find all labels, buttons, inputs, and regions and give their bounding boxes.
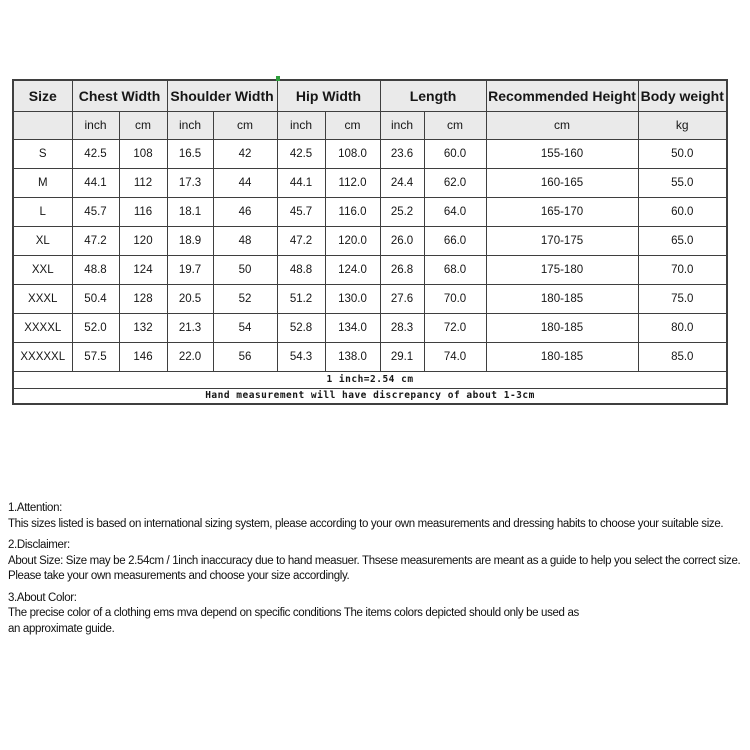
column-header-hip-width: Hip Width — [277, 80, 380, 111]
table-cell: 66.0 — [424, 226, 486, 255]
notes-section — [8, 501, 750, 643]
table-row — [13, 197, 727, 226]
table-row — [13, 284, 727, 313]
unit-cell-inch: inch — [277, 111, 325, 139]
table-cell: 23.6 — [380, 139, 424, 168]
unit-header-row — [13, 111, 727, 139]
table-head — [13, 80, 727, 139]
table-cell: 75.0 — [638, 284, 727, 313]
size-label-cell: XXL — [13, 255, 72, 284]
column-header-length: Length — [380, 80, 486, 111]
table-cell: 54 — [213, 313, 277, 342]
table-cell: 72.0 — [424, 313, 486, 342]
table-cell: 112.0 — [325, 168, 380, 197]
table-cell: 80.0 — [638, 313, 727, 342]
unit-cell-cm: cm — [213, 111, 277, 139]
header-row — [13, 80, 727, 111]
column-header-recommended-height: Recommended Height — [486, 80, 638, 111]
table-cell: 74.0 — [424, 342, 486, 371]
table-row — [13, 342, 727, 371]
footnote-cell: 1 inch=2.54 cm — [13, 371, 727, 388]
table-cell: 27.6 — [380, 284, 424, 313]
size-label-cell: M — [13, 168, 72, 197]
table-cell: 26.0 — [380, 226, 424, 255]
table-cell: 44.1 — [277, 168, 325, 197]
table-cell: 46 — [213, 197, 277, 226]
size-label-cell: S — [13, 139, 72, 168]
table-cell: 56 — [213, 342, 277, 371]
table-cell: 22.0 — [167, 342, 213, 371]
note-line: The precise color of a clothing ems mva depend on specific conditions The items colors depicted should only be used as — [8, 607, 579, 619]
table-cell: 54.3 — [277, 342, 325, 371]
table-cell: 116.0 — [325, 197, 380, 226]
table-cell: 70.0 — [638, 255, 727, 284]
table-cell: 108 — [119, 139, 167, 168]
table-cell: 55.0 — [638, 168, 727, 197]
table-cell: 65.0 — [638, 226, 727, 255]
table-cell: 51.2 — [277, 284, 325, 313]
table-cell: 180-185 — [486, 313, 638, 342]
unit-cell-cm: cm — [325, 111, 380, 139]
column-header-body-weight: Body weight — [638, 80, 727, 111]
table-cell: 19.7 — [167, 255, 213, 284]
table-cell: 165-170 — [486, 197, 638, 226]
table-cell: 120.0 — [325, 226, 380, 255]
table-cell: 25.2 — [380, 197, 424, 226]
table-row — [13, 255, 727, 284]
table-cell: 48.8 — [72, 255, 119, 284]
table-cell: 24.4 — [380, 168, 424, 197]
table-cell: 52 — [213, 284, 277, 313]
footnote-cell: Hand measurement will have discrepancy of about 1-3cm — [13, 388, 727, 404]
table-cell: 70.0 — [424, 284, 486, 313]
note-title: 1.Attention: — [8, 502, 62, 514]
table-cell: 47.2 — [72, 226, 119, 255]
table-cell: 108.0 — [325, 139, 380, 168]
size-chart-table — [12, 79, 728, 405]
note-line: an approximate guide. — [8, 622, 115, 635]
table-row — [13, 226, 727, 255]
table-cell: 47.2 — [277, 226, 325, 255]
table-cell: 42.5 — [277, 139, 325, 168]
column-header-chest-width: Chest Width — [72, 80, 167, 111]
table-foot — [13, 371, 727, 404]
size-label-cell: XXXL — [13, 284, 72, 313]
note-section-3-about-color — [8, 591, 750, 638]
size-label-cell: XL — [13, 226, 72, 255]
note-section-1-attention — [8, 501, 750, 532]
table-cell: 64.0 — [424, 197, 486, 226]
table-cell: 45.7 — [72, 197, 119, 226]
table-cell: 124 — [119, 255, 167, 284]
note-line: Please take your own measurements and choose your size accordingly. — [8, 570, 350, 582]
column-header-shoulder-width: Shoulder Width — [167, 80, 277, 111]
note-line: About Size: Size may be 2.54cm / 1inch inaccuracy due to hand measuer. Thsese measurements are meant as a guide to help you select the correct size. — [8, 554, 741, 567]
table-cell: 18.9 — [167, 226, 213, 255]
table-cell: 85.0 — [638, 342, 727, 371]
table-cell: 52.0 — [72, 313, 119, 342]
table-cell: 124.0 — [325, 255, 380, 284]
table-cell: 50.4 — [72, 284, 119, 313]
table-cell: 160-165 — [486, 168, 638, 197]
table-cell: 155-160 — [486, 139, 638, 168]
table-cell: 45.7 — [277, 197, 325, 226]
table-cell: 112 — [119, 168, 167, 197]
unit-cell-inch: inch — [380, 111, 424, 139]
table-cell: 17.3 — [167, 168, 213, 197]
table-cell: 48 — [213, 226, 277, 255]
unit-cell-kg: kg — [638, 111, 727, 139]
unit-cell-cm: cm — [424, 111, 486, 139]
green-artifact-mark — [276, 76, 280, 81]
table-cell: 62.0 — [424, 168, 486, 197]
table-cell: 42.5 — [72, 139, 119, 168]
table-cell: 60.0 — [638, 197, 727, 226]
table-row — [13, 139, 727, 168]
table-body — [13, 139, 727, 371]
table-cell: 120 — [119, 226, 167, 255]
table-cell: 146 — [119, 342, 167, 371]
table-cell: 20.5 — [167, 284, 213, 313]
column-header-size: Size — [13, 80, 72, 111]
unit-cell-inch: inch — [167, 111, 213, 139]
table-cell: 28.3 — [380, 313, 424, 342]
note-title: 3.About Color: — [8, 591, 77, 604]
table-cell: 42 — [213, 139, 277, 168]
table-cell: 175-180 — [486, 255, 638, 284]
table-cell: 16.5 — [167, 139, 213, 168]
table-cell: 48.8 — [277, 255, 325, 284]
size-label-cell: XXXXL — [13, 313, 72, 342]
table-cell: 29.1 — [380, 342, 424, 371]
table-cell: 50.0 — [638, 139, 727, 168]
footnote-row — [13, 371, 727, 388]
table-cell: 138.0 — [325, 342, 380, 371]
note-title: 2.Disclaimer: — [8, 539, 70, 551]
table-cell: 50 — [213, 255, 277, 284]
table-cell: 21.3 — [167, 313, 213, 342]
table-cell: 180-185 — [486, 284, 638, 313]
unit-cell-cm: cm — [486, 111, 638, 139]
table-cell: 132 — [119, 313, 167, 342]
table-cell: 116 — [119, 197, 167, 226]
table-row — [13, 313, 727, 342]
unit-cell-blank — [13, 111, 72, 139]
table-cell: 44.1 — [72, 168, 119, 197]
table-cell: 44 — [213, 168, 277, 197]
table-cell: 134.0 — [325, 313, 380, 342]
table-cell: 170-175 — [486, 226, 638, 255]
unit-cell-cm: cm — [119, 111, 167, 139]
note-line: This sizes listed is based on international sizing system, please according to your own measurements and dressing habits to choose your suitable size. — [8, 517, 724, 530]
table-cell: 180-185 — [486, 342, 638, 371]
table-row — [13, 168, 727, 197]
table-cell: 26.8 — [380, 255, 424, 284]
size-label-cell: L — [13, 197, 72, 226]
table-cell: 60.0 — [424, 139, 486, 168]
footnote-row — [13, 388, 727, 404]
unit-cell-inch: inch — [72, 111, 119, 139]
table-cell: 128 — [119, 284, 167, 313]
table-cell: 68.0 — [424, 255, 486, 284]
table-cell: 57.5 — [72, 342, 119, 371]
table-cell: 130.0 — [325, 284, 380, 313]
note-section-2-disclaimer — [8, 538, 750, 585]
table-cell: 52.8 — [277, 313, 325, 342]
size-label-cell: XXXXXL — [13, 342, 72, 371]
table-cell: 18.1 — [167, 197, 213, 226]
